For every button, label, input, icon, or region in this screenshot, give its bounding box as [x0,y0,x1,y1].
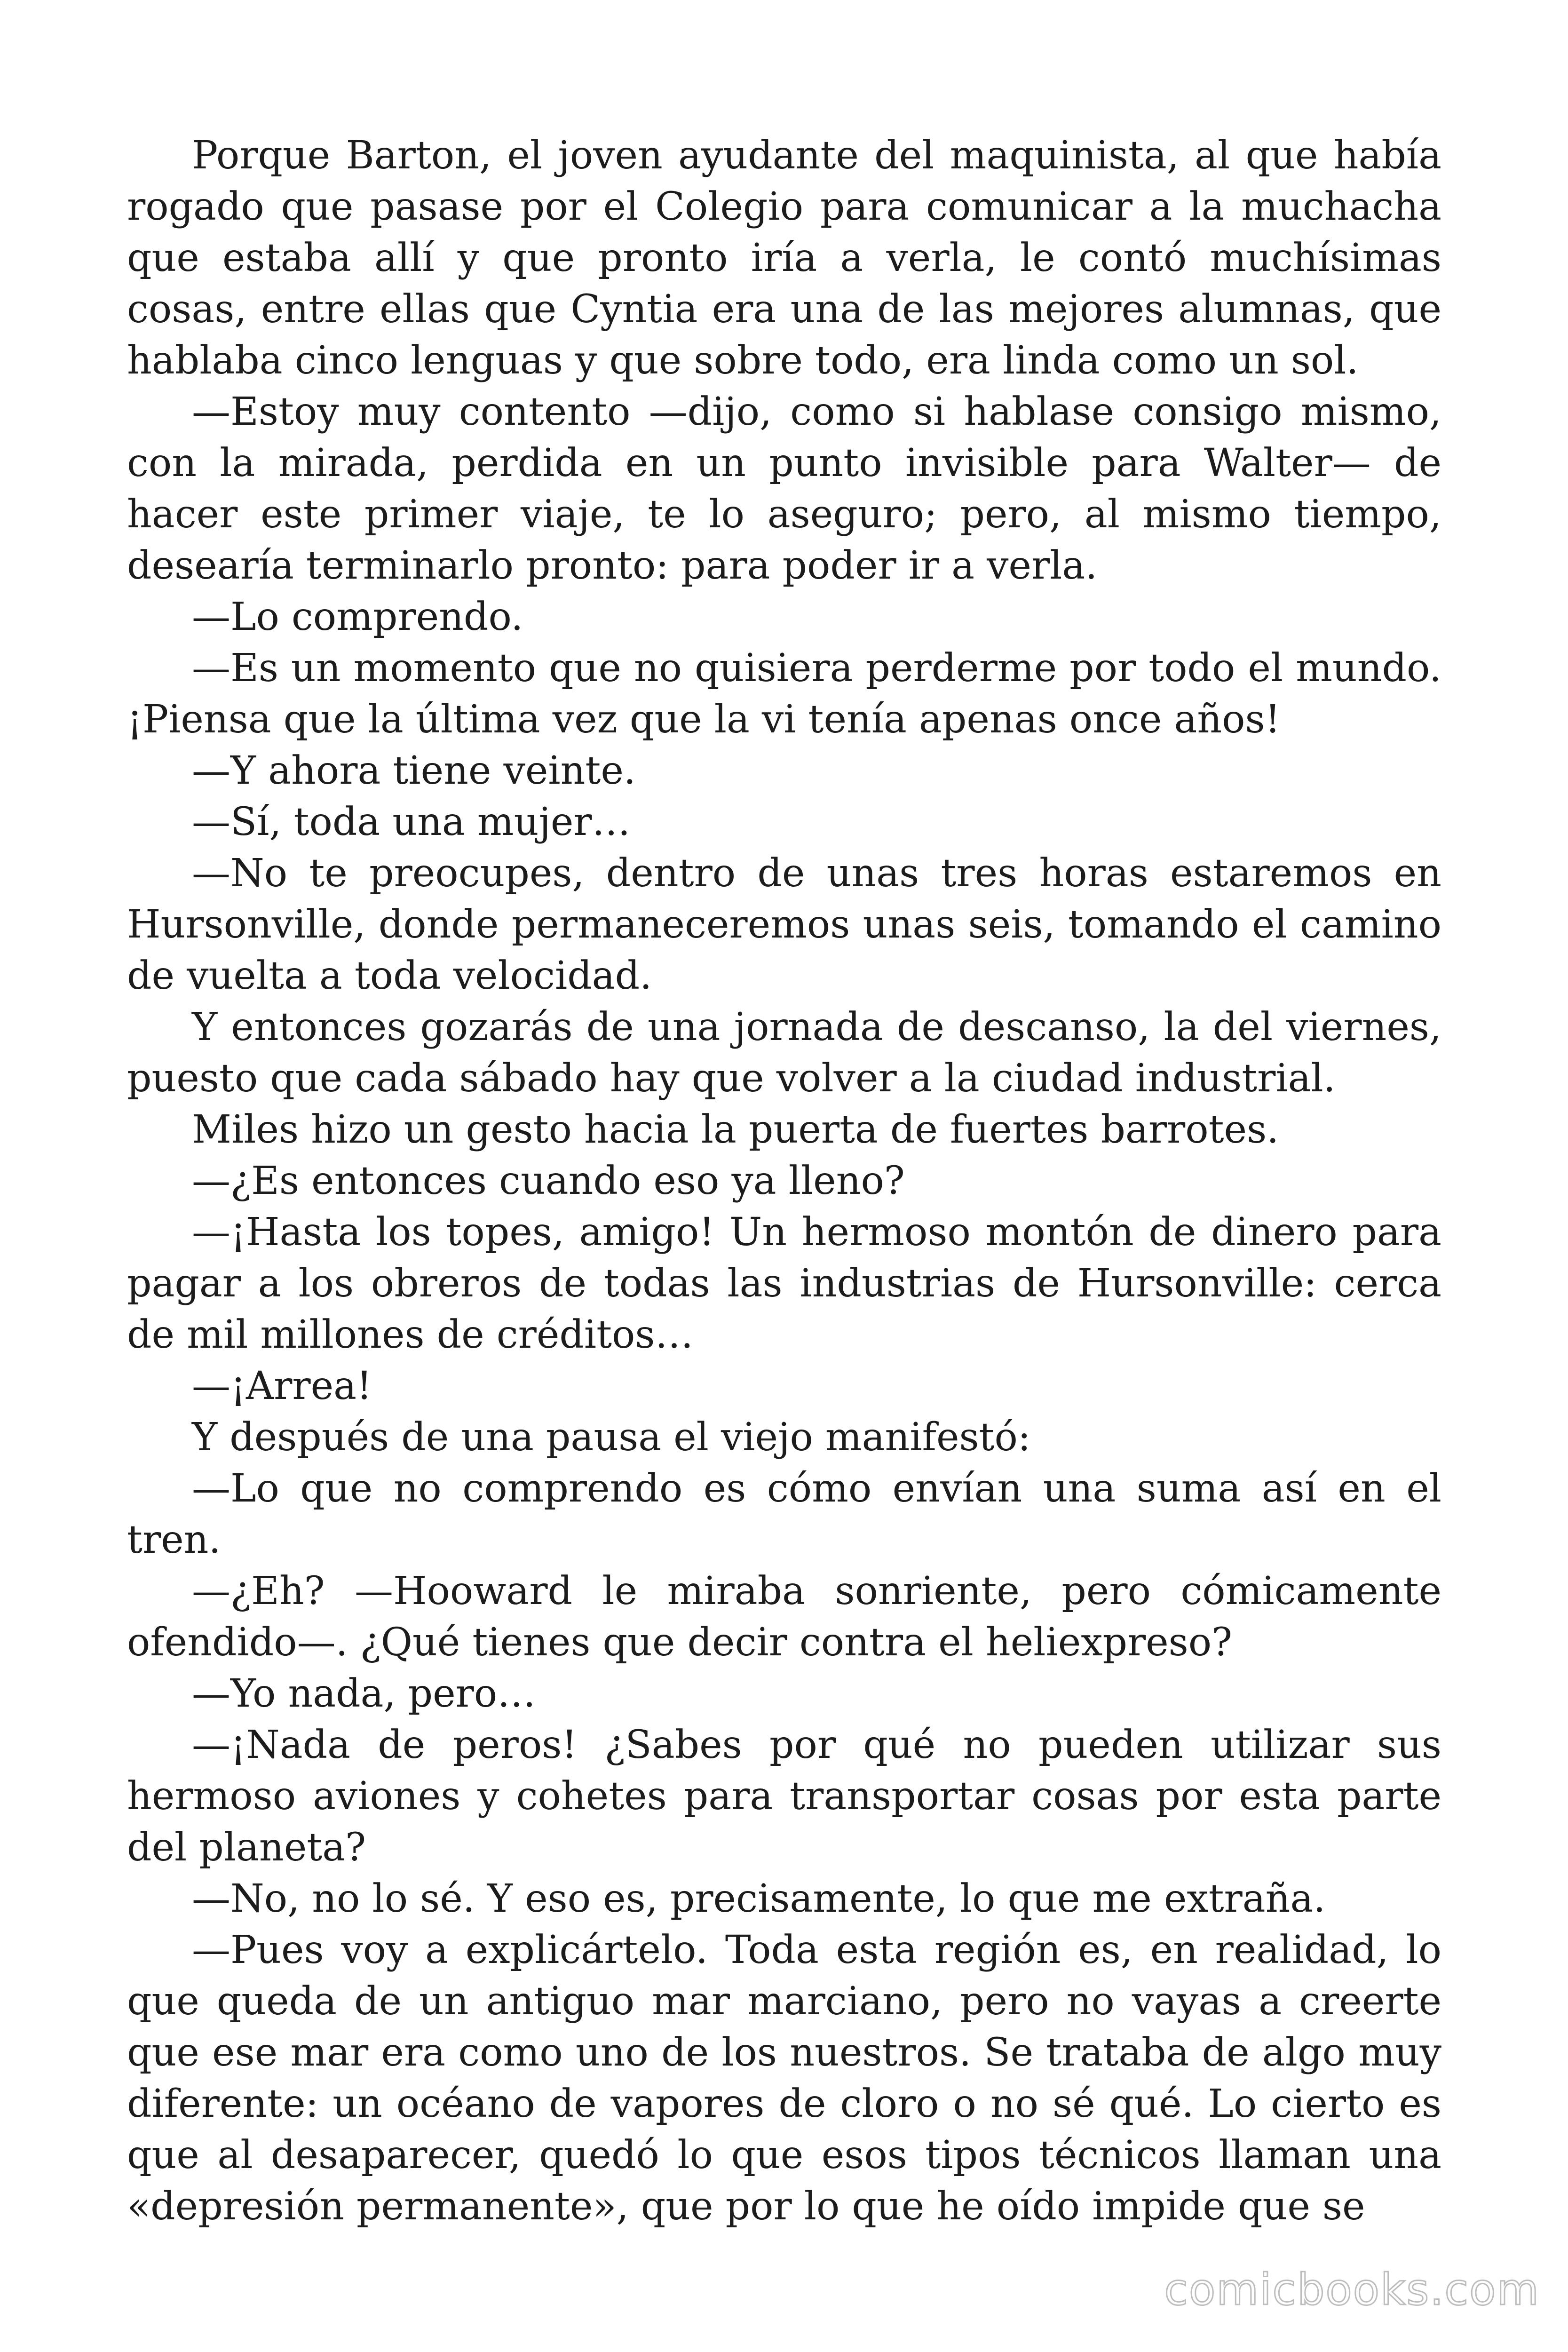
paragraph: —Sí, toda una mujer… [192,800,631,844]
paragraph: —¿Es entonces cuando eso ya lleno? [192,1159,905,1203]
paragraph: —No, no lo sé. Y eso es, precisamente, lo que me extraña. [192,1876,1326,1921]
paragraph: Porque Barton, el joven ayudante del maquinista, al que había rogado que pasase por el Colegio para comunicar a la muchacha que estaba allí y que pronto iría a verla, le contó muchísimas cosas, entre ellas que Cyntia era una de las mejores alumnas, que hablaba cinco lenguas y que sobre todo, era linda como un sol. [127,133,1441,383]
paragraph: —No te preocupes, dentro de unas tres horas estaremos en Hursonville, donde permaneceremos unas seis, tomando el camino de vuelta a toda velocidad. [127,851,1441,998]
paragraph: —¡Arrea! [192,1364,372,1408]
paragraph: —Es un momento que no quisiera perderme por todo el mundo. ¡Piensa que la última vez que la vi tenía apenas once años! [127,646,1441,742]
paragraph: Y entonces gozarás de una jornada de descanso, la del viernes, puesto que cada sábado hay que volver a la ciudad industrial. [127,1005,1441,1101]
paragraph: —Yo nada, pero… [192,1671,536,1716]
paragraph: —Lo que no comprendo es cómo envían una suma así en el tren. [127,1466,1441,1562]
paragraph: Miles hizo un gesto hacia la puerta de fuertes barrotes. [192,1107,1279,1152]
paragraph: —¡Hasta los topes, amigo! Un hermoso montón de dinero para pagar a los obreros de todas las industrias de Hursonville: cerca de mil millones de créditos… [127,1210,1441,1357]
paragraph: Y después de una pausa el viejo manifestó: [192,1415,1031,1460]
paragraph: —Y ahora tiene veinte. [192,748,636,793]
body-text [127,130,1441,2232]
paragraph: —Pues voy a explicártelo. Toda esta región es, en realidad, lo que queda de un antiguo mar marciano, pero no vayas a creerte que ese mar era como uno de los nuestros. Se trataba de algo muy diferente: un océano de vapores de cloro o no sé qué. Lo cierto es que al desaparecer, quedó lo que esos tipos técnicos llaman una «depresión permanente», que por lo que he oído impide que se [127,1928,1441,2229]
paragraph: —¡Nada de peros! ¿Sabes por qué no pueden utilizar sus hermoso aviones y cohetes para transportar cosas por esta parte del planeta? [127,1723,1441,1870]
paragraph: —Lo comprendo. [192,595,523,639]
paragraph: —¿Eh? —Hooward le miraba sonriente, pero cómicamente ofendido—. ¿Qué tienes que decir contra el heliexpreso? [127,1569,1441,1665]
paragraph: —Estoy muy contento —dijo, como si hablase consigo mismo, con la mirada, perdida en un punto invisible para Walter— de hacer este primer viaje, te lo aseguro; pero, al mismo tiempo, desearía terminarlo pronto: para poder ir a verla. [127,389,1441,588]
watermark: comicbooks.com [1164,2265,1540,2315]
